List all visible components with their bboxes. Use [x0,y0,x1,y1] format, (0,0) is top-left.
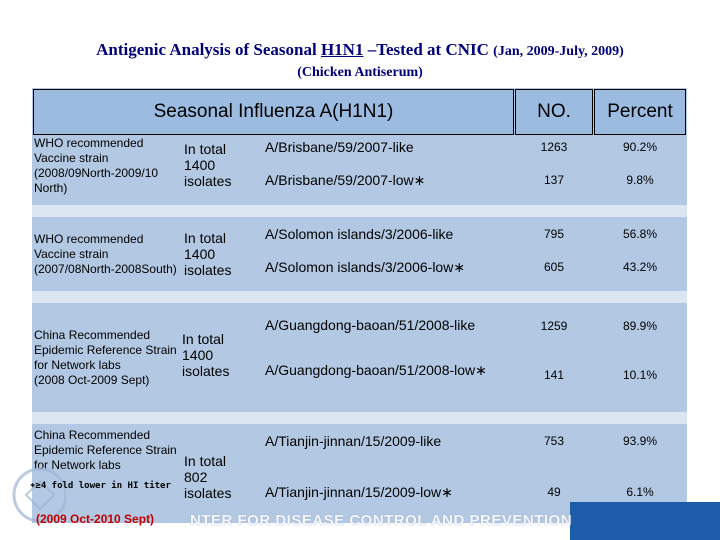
title-middle: –Tested at CNIC [367,40,489,59]
group-separator [32,291,687,303]
title-prefix: Antigenic Analysis of Seasonal [96,40,317,59]
group-3-pct-1: 89.9% [622,319,658,333]
group-3-strain-2: A/Guangdong-baoan/51/2008-low∗ [265,361,487,378]
group-2-pct-2: 43.2% [622,260,658,274]
group-3-no-2: 141 [543,368,565,382]
group-separator [32,412,687,424]
watermark-text: NTER FOR DISEASE CONTROL AND PREVENTION [190,512,573,529]
footnote: ∗≥4 fold lower in HI titer [30,481,171,491]
header-percent: Percent [594,89,686,135]
group-1-no-2: 137 [543,173,565,187]
group-3-pct-2: 10.1% [622,368,658,382]
footnote-period: (2009 Oct-2010 Sept) [36,512,155,526]
header-group: Seasonal Influenza A(H1N1) [33,89,514,135]
group-1-no-1: 1263 [540,139,568,154]
group-3-no-1: 1259 [540,319,568,333]
group-4-desc: China Recommended Epidemic Reference Strain for Network labs [34,428,177,472]
group-2-no-2: 605 [543,260,565,274]
watermark-bar [570,502,720,540]
group-3-total: In total 1400 isolates [182,331,230,379]
group-1-strain-1: A/Brisbane/59/2007-like [265,138,414,155]
group-4-strain-1: A/Tianjin-jinnan/15/2009-like [265,432,442,449]
title-range: (Jan, 2009-July, 2009) [493,44,624,59]
group-4-pct-2: 6.1% [626,485,654,499]
group-4-pct-1: 93.9% [622,433,658,448]
header-no: NO. [515,89,593,135]
slide-subtitle: (Chicken Antiserum) [297,65,423,80]
slide-title [0,40,720,60]
group-2-strain-1: A/Solomon islands/3/2006-like [265,225,454,242]
group-4-strain-2: A/Tianjin-jinnan/15/2009-low∗ [265,483,453,500]
group-2-pct-1: 56.8% [622,226,658,241]
group-4-no-2: 49 [547,485,561,499]
group-2-no-1: 795 [543,226,565,241]
group-4-no-1: 753 [543,433,565,448]
group-3-desc: China Recommended Epidemic Reference Strain for Network labs (2008 Oct-2009 Sept) [34,328,177,387]
group-2-desc: WHO recommended Vaccine strain (2007/08North-2008South) [34,232,177,276]
group-4-total: In total 802 isolates [184,453,232,501]
group-2-strain-2: A/Solomon islands/3/2006-low∗ [265,258,466,275]
title-virus: H1N1 [320,40,364,59]
group-1-total: In total 1400 isolates [184,141,232,189]
group-2-total: In total 1400 isolates [184,230,232,278]
group-1-pct-1: 90.2% [622,139,658,154]
group-separator [32,205,687,217]
group-1-desc: WHO recommended Vaccine strain (2008/09North-2009/10 North) [34,136,159,195]
group-1-strain-2: A/Brisbane/59/2007-low∗ [265,171,426,188]
results-table [32,88,687,523]
group-1-pct-2: 9.8% [626,173,654,187]
group-3-strain-1: A/Guangdong-baoan/51/2008-like [265,317,476,333]
